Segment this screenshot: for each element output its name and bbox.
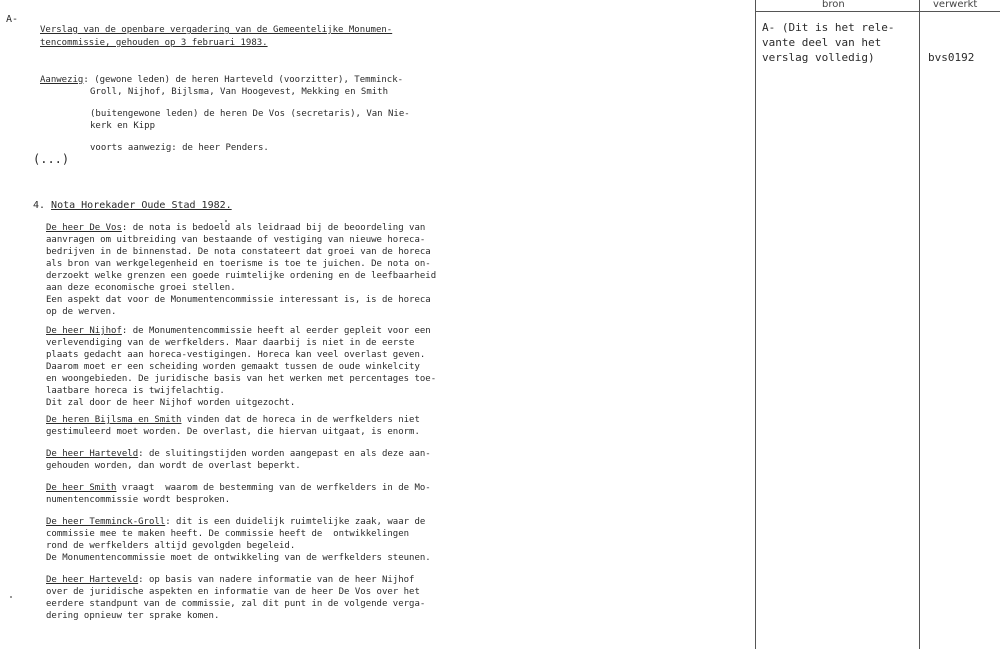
paragraph-line: numentencommissie wordt besproken.: [46, 495, 231, 505]
bron-column-header: bron: [822, 0, 845, 10]
paragraph-line: Dit zal door de heer Nijhof worden uitgezocht.: [46, 398, 296, 408]
verwerkt-column-header: verwerkt: [933, 0, 978, 10]
omission-ellipsis: (...): [33, 152, 70, 166]
scan-speck: [225, 220, 227, 222]
verwerkt-column-left-border: [919, 0, 920, 649]
paragraph-line: op de werven.: [46, 307, 117, 317]
speaker-name: De heer Nijhof: [46, 326, 122, 336]
paragraph-line: De Monumentencommissie moet de ontwikkeling van de werfkelders steunen.: [46, 553, 431, 563]
bron-note-line: A- (Dit is het rele-: [762, 21, 895, 34]
attendance-extra-line-1: (buitengewone leden) de heren De Vos (secretaris), Van Nie-: [90, 109, 410, 119]
paragraph-line: gestimuleerd moet worden. De overlast, die hiervan uitgaat, is enorm.: [46, 427, 420, 437]
paragraph-line: vraagt waarom de bestemming van de werfkelders in de Mo-: [116, 483, 431, 493]
paragraph-line: aanvragen om uitbreiding van bestaande of vestiging van nieuwe horeca-: [46, 235, 426, 245]
speaker-name: De heer Harteveld: [46, 575, 139, 585]
paragraph-line: plaats gedacht aan horeca-vestigingen. Horeca kan veel overlast geven.: [46, 350, 426, 360]
section-title-text: Nota Horekader Oude Stad 1982.: [51, 200, 232, 211]
paragraph-line: en woongebieden. De juridische basis van het werken met percentages toe-: [46, 374, 437, 384]
paragraph-line: : dit is een duidelijk ruimtelijke zaak, waar de: [165, 517, 426, 527]
verwerkt-note: bvs0192: [928, 51, 975, 64]
paragraph-line: : op basis van nadere informatie van de heer Nijhof: [138, 575, 415, 585]
paragraph-smith: [46, 482, 431, 506]
page-marker: A-: [6, 14, 19, 25]
paragraph-line: gehouden worden, dan wordt de overlast beperkt.: [46, 461, 301, 471]
paragraph-harteveld-1: [46, 448, 431, 472]
paragraph-line: derzoekt welke grenzen een goede ruimtelijke ordening en de leefbaarheid: [46, 271, 437, 281]
bron-column-left-border: [755, 0, 756, 649]
paragraph-line: verlevendiging van de werfkelders. Maar daarbij is niet in de eerste: [46, 338, 415, 348]
scan-speck: [10, 596, 12, 598]
speaker-name: De heer Harteveld: [46, 449, 139, 459]
paragraph-line: eerdere standpunt van de commissie, zal dit punt in de volgende verga-: [46, 599, 426, 609]
paragraph-line: : de nota is bedoeld als leidraad bij de beoordeling van: [121, 223, 426, 233]
attendance-label: Aanwezig: [40, 75, 84, 85]
attendance-block: [40, 74, 410, 154]
speaker-name: De heer De Vos: [46, 223, 122, 233]
paragraph-line: bedrijven in de binnenstad. De nota constateert dat groei van de horeca: [46, 247, 431, 257]
speaker-name: De heer Temminck-Groll: [46, 517, 166, 527]
speaker-name: De heren Bijlsma en Smith: [46, 415, 182, 425]
document-heading: [40, 24, 392, 50]
attendance-regular-line-2: Groll, Nijhof, Bijlsma, Van Hoogevest, Mekking en Smith: [90, 87, 389, 97]
heading-line-1: Verslag van de openbare vergadering van de Gemeentelijke Monumen-: [40, 25, 393, 35]
paragraph-line: als bron van werkgelegenheid en toerisme is toe te juichen. De nota on-: [46, 259, 431, 269]
bron-note-line: vante deel van het: [762, 36, 882, 49]
attendance-regular-line-1: [40, 74, 410, 86]
paragraph-line: dering opnieuw ter sprake komen.: [46, 611, 220, 621]
attendance-regular-text-1: : (gewone leden) de heren Harteveld (voorzitter), Temminck-: [83, 75, 404, 85]
speaker-name: De heer Smith: [46, 483, 117, 493]
paragraph-nijhof: [46, 325, 436, 409]
paragraph-de-vos: [46, 222, 436, 318]
paragraph-line: over de juridische aspekten en informatie van de heer De Vos over het: [46, 587, 420, 597]
section-number: 4.: [33, 200, 46, 211]
paragraph-line: aan deze economische groei stellen.: [46, 283, 236, 293]
bron-note: [762, 20, 894, 65]
column-header-rule: [755, 11, 1000, 12]
paragraph-line: rond de werfkelders altijd gevolgden begeleid.: [46, 541, 296, 551]
paragraph-line: commissie mee te maken heeft. De commissie heeft de ontwikkelingen: [46, 529, 410, 539]
paragraph-line: Daarom moet er een scheiding worden gemaakt tussen de oude winkelcity: [46, 362, 420, 372]
attendance-extra-line-2: kerk en Kipp: [90, 121, 156, 131]
section-title: [33, 200, 232, 211]
paragraph-line: laatbare horeca is twijfelachtig.: [46, 386, 225, 396]
heading-line-2: tencommissie, gehouden op 3 februari 1983.: [40, 38, 268, 48]
attendance-also: voorts aanwezig: de heer Penders.: [90, 143, 269, 153]
paragraph-bijlsma-smith: [46, 414, 420, 438]
bron-note-line: verslag volledig): [762, 51, 875, 64]
paragraph-line: : de sluitingstijden worden aangepast en als deze aan-: [138, 449, 431, 459]
paragraph-line: : de Monumentencommissie heeft al eerder gepleit voor een: [121, 326, 431, 336]
paragraph-line: vinden dat de horeca in de werfkelders niet: [181, 415, 420, 425]
paragraph-line: Een aspekt dat voor de Monumentencommissie interessant is, is de horeca: [46, 295, 431, 305]
paragraph-temminck-groll: [46, 516, 431, 564]
paragraph-harteveld-2: [46, 574, 425, 622]
